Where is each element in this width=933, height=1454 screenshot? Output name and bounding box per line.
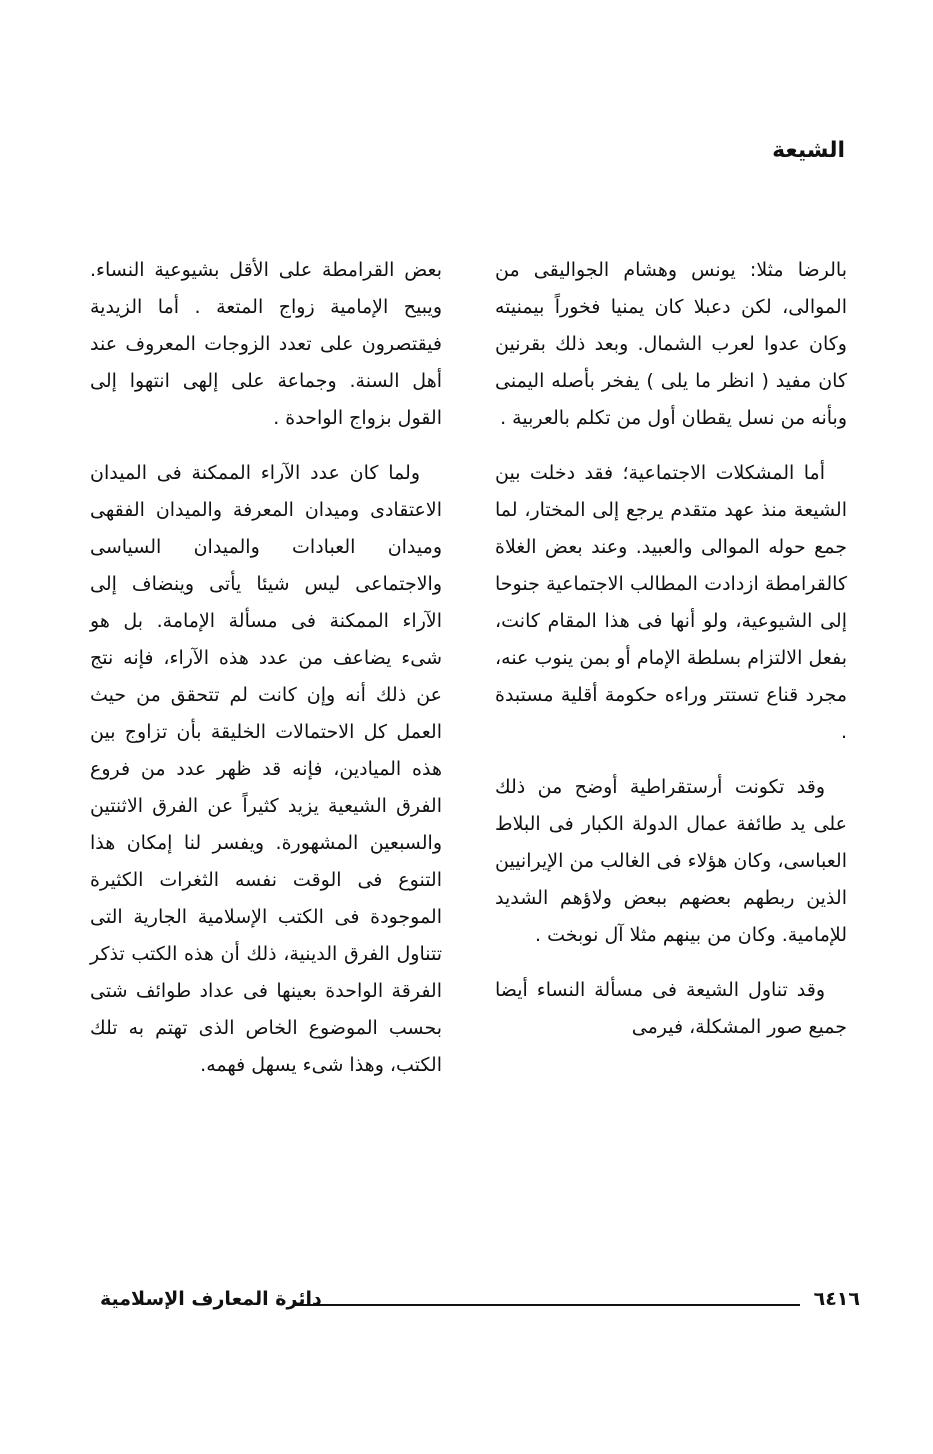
page-footer	[100, 1288, 860, 1320]
paragraph: أما المشكلات الاجتماعية؛ فقد دخلت بين الشيعة منذ عهد متقدم يرجع إلى المختار، لما جمع حوله الموالى والعبيد. وعند بعض الغلاة كالقرامطة ازدادت المطالب الاجتماعية جنوحا إلى الشيوعية، ولو أنها فى هذا المقام كانت، بفعل الالتزام بسلطة الإمام أو بمن ينوب عنه، مجرد قناع تستتر وراءه حكومة أقلية مستبدة .	[495, 462, 847, 743]
paragraph: وقد تناول الشيعة فى مسألة النساء أيضا جميع صور المشكلة، فيرمى	[495, 979, 847, 1038]
paragraph: بعض القرامطة على الأقل بشيوعية النساء. ويبيح الإمامية زواج المتعة . أما الزيدية فيقتصرون على تعدد الزوجات المعروف عند أهل السنة. وجماعة على إلهى انتهوا إلى القول بزواج الواحدة .	[90, 259, 442, 429]
page-number: ٦٤١٦	[813, 1288, 860, 1310]
footer-rule	[295, 1304, 800, 1306]
publication-title: دائرة المعارف الإسلامية	[100, 1288, 322, 1310]
running-title: الشيعة	[772, 138, 845, 163]
paragraph: وقد تكونت أرستقراطية أوضح من ذلك على يد طائفة عمال الدولة الكبار فى البلاط العباسى، وكان هؤلاء فى الغالب من الإيرانيين الذين ربطهم بعضهم ببعض ولاؤهم الشديد للإمامية. وكان من بينهم مثلا آل نوبخت .	[495, 776, 847, 946]
paragraph: ولما كان عدد الآراء الممكنة فى الميدان الاعتقادى وميدان المعرفة والميدان الفقهى وميدان العبادات والميدان السياسى والاجتماعى ليس شيئا يأتى وينضاف إلى الآراء الممكنة فى مسألة الإمامة. بل هو شىء يضاعف من عدد هذه الآراء، فإنه نتج عن ذلك أنه وإن كانت لم تتحقق من حيث العمل كل الاحتمالات الخليقة بأن تزاوج بين هذه الميادين، فإنه قد ظهر عدد من فروع الفرق الشيعية يزيد كثيراً عن الفرق الاثنتين والسبعين المشهورة. ويفسر لنا إمكان هذا التنوع فى الوقت نفسه الثغرات الكثيرة الموجودة فى الكتب الإسلامية الجارية التى تتناول الفرق الدينية، ذلك أن هذه الكتب تذكر الفرقة الواحدة بعينها فى عداد طوائف شتى بحسب الموضوع الخاص الذى تهتم به تلك الكتب، وهذا شىء يسهل فهمه.	[90, 462, 442, 1076]
left-column	[90, 252, 442, 1102]
right-column	[495, 252, 847, 1064]
paragraph: بالرضا مثلا: يونس وهشام الجواليقى من الموالى، لكن دعبلا كان يمنيا فخوراً بيمنيته وكان عدوا لعرب الشمال. وبعد ذلك بقرنين كان مفيد ( انظر ما يلى ) يفخر بأصله اليمنى وبأنه من نسل يقطان أول من تكلم بالعربية .	[495, 259, 847, 429]
